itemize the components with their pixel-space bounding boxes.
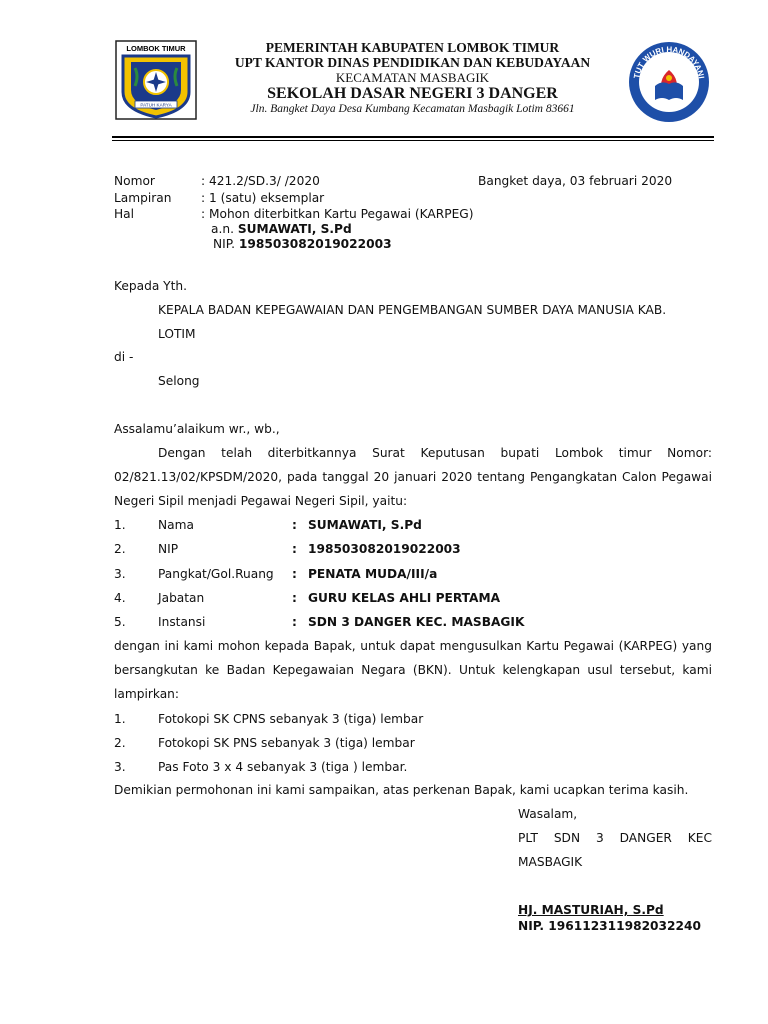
lampiran-value: : 1 (satu) eksemplar: [201, 191, 325, 205]
attachment-num: 1.: [114, 712, 126, 726]
closing-sentence: Demikian permohonan ini kami sampaikan, atas perkenan Bapak, kami ucapkan terima kasih.: [114, 783, 689, 797]
logo-lombok-timur-motto: PATUH KARYA: [140, 102, 172, 108]
logo-tut-wuri-handayani: [627, 40, 711, 124]
detail-num: 4.: [114, 591, 126, 605]
nip-prefix: NIP.: [213, 237, 239, 251]
nip-value: 198503082019022003: [238, 237, 392, 251]
hal-an-line: [211, 222, 352, 236]
detail-colon: :: [292, 567, 297, 581]
detail-num: 2.: [114, 542, 126, 556]
signature-title-line1: PLT SDN 3 DANGER KEC: [518, 831, 712, 845]
detail-label: Jabatan: [158, 591, 205, 605]
letterhead-line3: KECAMATAN MASBAGIK: [335, 70, 490, 85]
detail-value: 198503082019022003: [308, 542, 461, 556]
attachment-num: 3.: [114, 760, 126, 774]
hal-value: : Mohon diterbitkan Kartu Pegawai (KARPEG): [201, 207, 474, 221]
detail-label: NIP: [158, 542, 179, 556]
detail-label: Instansi: [158, 615, 206, 629]
letterhead-address: Jln. Bangket Daya Desa Kumbang Kecamatan Masbagik Lotim 83661: [250, 103, 575, 115]
signatory-name: HJ. MASTURIAH, S.Pd: [518, 903, 664, 917]
detail-colon: :: [292, 615, 297, 629]
an-name: SUMAWATI, S.Pd: [237, 222, 352, 236]
letterhead-line1: PEMERINTAH KABUPATEN LOMBOK TIMUR: [265, 40, 560, 55]
lampiran-label: Lampiran: [114, 191, 172, 205]
attachment-text: Fotokopi SK PNS sebanyak 3 (tiga) lembar: [158, 736, 415, 750]
detail-num: 5.: [114, 615, 126, 629]
hal-label: Hal: [114, 207, 135, 221]
attachment-text: Fotokopi SK CPNS sebanyak 3 (tiga) lembar: [158, 712, 424, 726]
logo-lombok-timur: [115, 40, 197, 120]
para2-line3: lampirkan:: [114, 687, 180, 701]
detail-value: PENATA MUDA/III/a: [308, 567, 438, 581]
letterhead-divider-thin: [112, 140, 714, 141]
detail-label: Nama: [158, 518, 194, 532]
detail-label: Pangkat/Gol.Ruang: [158, 567, 274, 581]
attachment-text: Pas Foto 3 x 4 sebanyak 3 (tiga ) lembar.: [158, 760, 408, 774]
detail-colon: :: [292, 518, 297, 532]
letter-date: Bangket daya, 03 februari 2020: [478, 174, 673, 188]
para1-line2: 02/821.13/02/KPSDM/2020, pada tanggal 20 januari 2020 tentang Pengangkatan Calon Pegawai: [114, 470, 712, 484]
recipient-di: di -: [114, 350, 134, 364]
letterhead-divider: [112, 136, 714, 138]
detail-colon: :: [292, 542, 297, 556]
nomor-label: Nomor: [114, 174, 155, 188]
detail-value: SUMAWATI, S.Pd: [308, 518, 422, 532]
letterhead-school-name: SEKOLAH DASAR NEGERI 3 DANGER: [267, 85, 558, 102]
detail-value: SDN 3 DANGER KEC. MASBAGIK: [308, 615, 525, 629]
attachment-num: 2.: [114, 736, 126, 750]
wasalam: Wasalam,: [518, 807, 578, 821]
para1-line3: Negeri Sipil menjadi Pegawai Negeri Sipil, yaitu:: [114, 494, 408, 508]
recipient-line1: KEPALA BADAN KEPEGAWAIAN DAN PENGEMBANGAN SUMBER DAYA MANUSIA KAB.: [158, 303, 667, 317]
logo-lombok-timur-text: LOMBOK TIMUR: [126, 44, 186, 53]
logo-tut-wuri-text: TUT WURI HANDAYANI: [632, 44, 706, 80]
signature-title-line2: MASBAGIK: [518, 855, 583, 869]
kepada-yth: Kepada Yth.: [114, 279, 187, 293]
recipient-line2: LOTIM: [158, 327, 196, 341]
detail-num: 3.: [114, 567, 126, 581]
greeting: Assalamu’alaikum wr., wb.,: [114, 422, 280, 436]
para2-line2: bersangkutan ke Badan Kepegawaian Negara (BKN). Untuk kelengkapan usul tersebut, kami: [114, 663, 712, 677]
recipient-place: Selong: [158, 374, 200, 388]
an-prefix: a.n.: [211, 222, 238, 236]
letterhead-line2: UPT KANTOR DINAS PENDIDIKAN DAN KEBUDAYAAN: [234, 55, 591, 70]
para2-line1: dengan ini kami mohon kepada Bapak, untuk dapat mengusulkan Kartu Pegawai (KARPEG) yang: [114, 639, 712, 653]
detail-value: GURU KELAS AHLI PERTAMA: [308, 591, 501, 605]
para1-line1: Dengan telah diterbitkannya Surat Keputusan bupati Lombok timur Nomor:: [158, 446, 712, 460]
signatory-nip: NIP. 196112311982032240: [518, 919, 701, 933]
nomor-value: : 421.2/SD.3/ /2020: [201, 174, 320, 188]
detail-num: 1.: [114, 518, 126, 532]
hal-nip-line: [213, 237, 392, 251]
detail-colon: :: [292, 591, 297, 605]
